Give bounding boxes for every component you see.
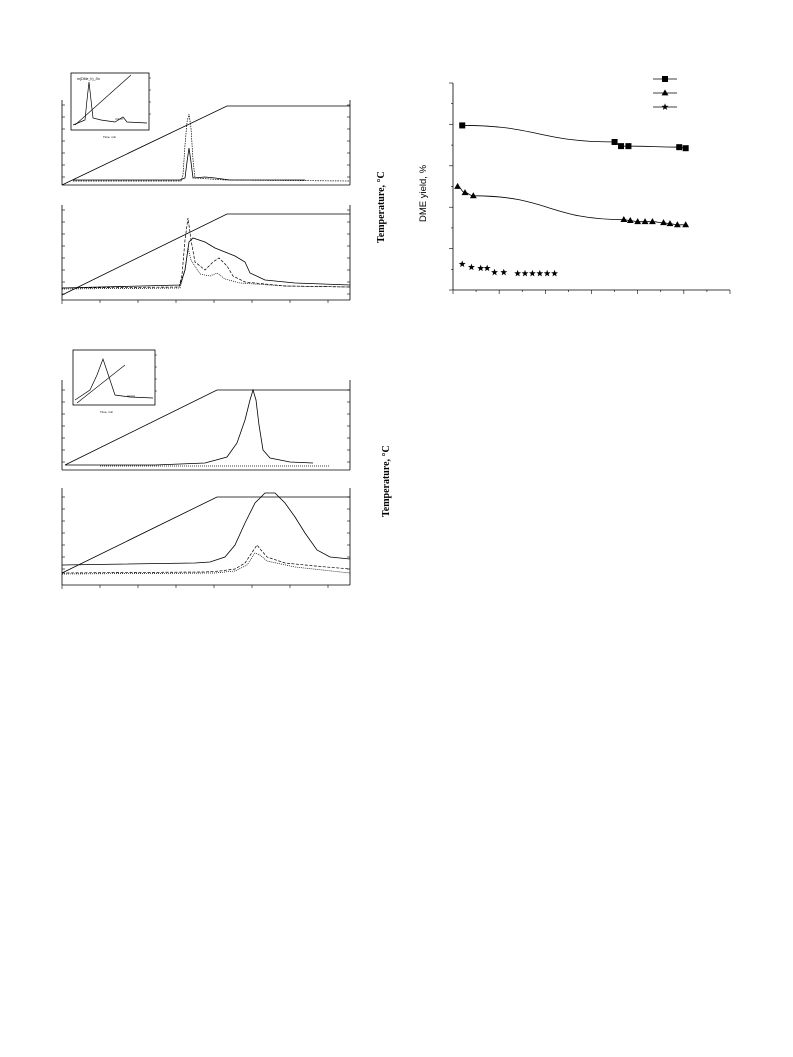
svg-text:Time, min: Time, min — [100, 410, 114, 414]
dme-axes — [449, 83, 730, 294]
triangle-point — [649, 218, 656, 224]
star-point — [459, 261, 466, 268]
square-point — [676, 144, 682, 150]
square-point — [459, 122, 465, 128]
triangle-point — [682, 221, 689, 227]
triangle-point — [454, 183, 461, 189]
inset-chart-1 — [71, 73, 151, 139]
star-point — [477, 265, 484, 272]
dme-fit-curves — [458, 125, 686, 224]
square-point — [683, 145, 689, 151]
fit-line-triangle — [458, 187, 686, 225]
dme-yield-chart — [440, 70, 740, 310]
legend-marker-square — [662, 76, 668, 82]
dme-y-axis-label: DME yield, % — [418, 164, 429, 222]
panel-bottom-2 — [62, 488, 350, 589]
triangle-point — [642, 218, 649, 224]
star-point — [500, 269, 507, 276]
star-point — [484, 265, 491, 272]
triangle-point — [462, 189, 469, 195]
bottom-left-figure — [55, 345, 360, 595]
star-point — [551, 270, 558, 277]
star-point — [514, 270, 521, 277]
star-point — [536, 270, 543, 277]
legend-marker-triangle — [662, 89, 669, 95]
triangle-point — [620, 216, 627, 222]
dme-marks — [454, 122, 689, 276]
triangle-point — [660, 219, 667, 225]
star-point — [491, 269, 498, 276]
square-point — [612, 139, 618, 145]
star-point — [522, 270, 529, 277]
svg-text:m(DMe_h)_Sn: m(DMe_h)_Sn — [77, 77, 100, 81]
legend — [653, 76, 677, 110]
panel-top-2 — [62, 205, 350, 304]
temperature-axis-label-top: Temperature, °C — [376, 171, 387, 243]
inset-chart-2 — [73, 350, 157, 414]
square-point — [618, 143, 624, 149]
top-left-figure — [55, 70, 360, 315]
star-point — [544, 270, 551, 277]
square-point — [625, 143, 631, 149]
svg-text:Time, min: Time, min — [103, 135, 117, 139]
star-point — [468, 264, 475, 271]
legend-marker-star — [662, 103, 669, 110]
temperature-axis-label-bottom: Temperature, °C — [381, 445, 392, 517]
fit-line-square — [462, 125, 685, 148]
star-point — [529, 270, 536, 277]
